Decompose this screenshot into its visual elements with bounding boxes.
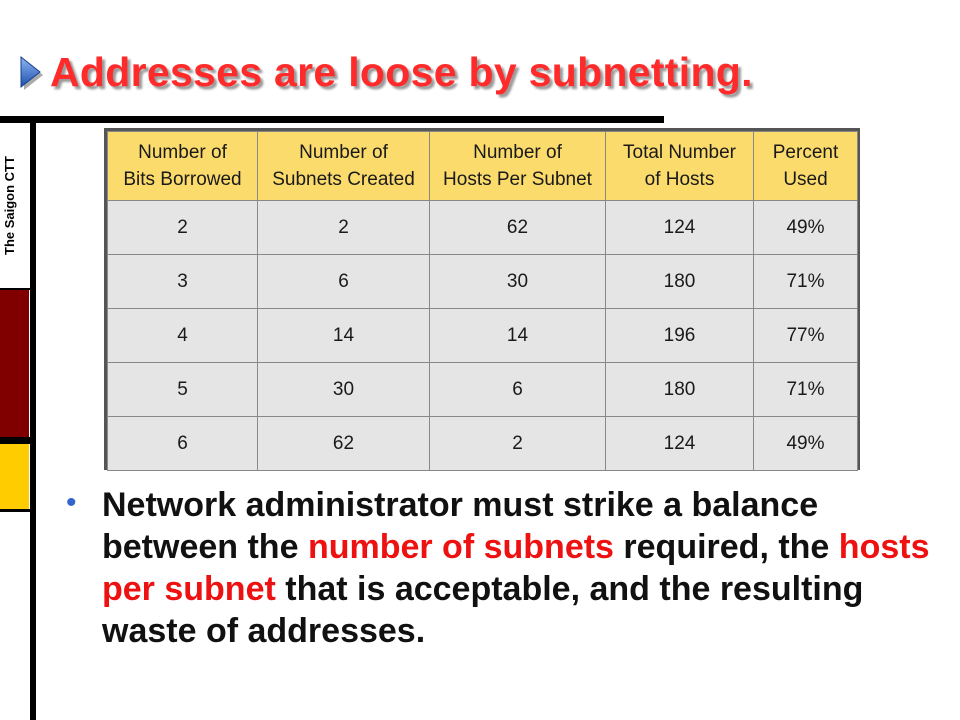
slide-title-row [12, 44, 753, 100]
table-cell: 30 [430, 255, 606, 309]
table-cell: 77% [754, 309, 858, 363]
sidebar-divider [0, 437, 30, 444]
header-total-hosts [606, 132, 754, 201]
table-cell: 2 [430, 417, 606, 471]
header-line: Number of [473, 142, 562, 163]
bullet-text-part: Network administrator must strike a balance between the [102, 486, 819, 566]
table-cell: 6 [108, 417, 258, 471]
slide-title: Addresses are loose by subnetting. [50, 48, 753, 95]
bullet-text-part: that is acceptable, and the resulting waste of addresses. [102, 570, 864, 650]
table-cell: 49% [754, 201, 858, 255]
table-cell: 14 [258, 309, 430, 363]
table-row [108, 201, 858, 255]
brand-label: The Saigon CTT [2, 156, 17, 255]
title-arrow-icon [12, 51, 46, 93]
table-row [108, 255, 858, 309]
sidebar-divider [0, 509, 30, 512]
table-cell: 71% [754, 363, 858, 417]
header-line: Total Number [623, 142, 736, 163]
bullet-text [102, 484, 936, 652]
header-line: Bits Borrowed [123, 169, 242, 190]
table-cell: 30 [258, 363, 430, 417]
table-cell: 6 [430, 363, 606, 417]
table-cell: 62 [430, 201, 606, 255]
sidebar-red-block [0, 290, 29, 437]
header-line: Number of [138, 142, 227, 163]
table-cell: 14 [430, 309, 606, 363]
header-hosts-per-subnet [430, 132, 606, 201]
header-line: Hosts Per Subnet [443, 169, 592, 190]
table-cell: 4 [108, 309, 258, 363]
table-cell: 2 [108, 201, 258, 255]
subnet-table-container [104, 128, 860, 470]
table-cell: 124 [606, 417, 754, 471]
table-cell: 62 [258, 417, 430, 471]
table-cell: 180 [606, 363, 754, 417]
highlight-number-of-subnets: number of subnets [307, 528, 614, 566]
header-line: Percent [772, 142, 839, 163]
table-cell: 71% [754, 255, 858, 309]
header-line: Subnets Created [272, 169, 415, 190]
sidebar-vertical-rule [30, 123, 36, 720]
table-cell: 196 [606, 309, 754, 363]
bullet-icon: • [66, 486, 77, 519]
header-line: Used [783, 169, 828, 190]
subnet-table [107, 131, 858, 471]
brand-block [0, 123, 30, 288]
header-bits-borrowed [108, 132, 258, 201]
title-divider [0, 116, 664, 123]
table-cell: 2 [258, 201, 430, 255]
header-subnets-created [258, 132, 430, 201]
bullet-text-part: required, the [613, 528, 839, 566]
table-cell: 6 [258, 255, 430, 309]
table-cell: 180 [606, 255, 754, 309]
table-header-row [108, 132, 858, 201]
table-row [108, 363, 858, 417]
table-cell: 49% [754, 417, 858, 471]
bullet-point [66, 484, 936, 652]
sidebar-yellow-block [0, 444, 29, 509]
table-cell: 3 [108, 255, 258, 309]
table-row [108, 417, 858, 471]
left-sidebar [0, 123, 36, 720]
table-cell: 124 [606, 201, 754, 255]
header-line: of Hosts [644, 169, 715, 190]
table-row [108, 309, 858, 363]
header-percent-used [754, 132, 858, 201]
table-cell: 5 [108, 363, 258, 417]
header-line: Number of [299, 142, 388, 163]
highlight-hosts-per-subnet: hosts per subnet [102, 528, 930, 608]
